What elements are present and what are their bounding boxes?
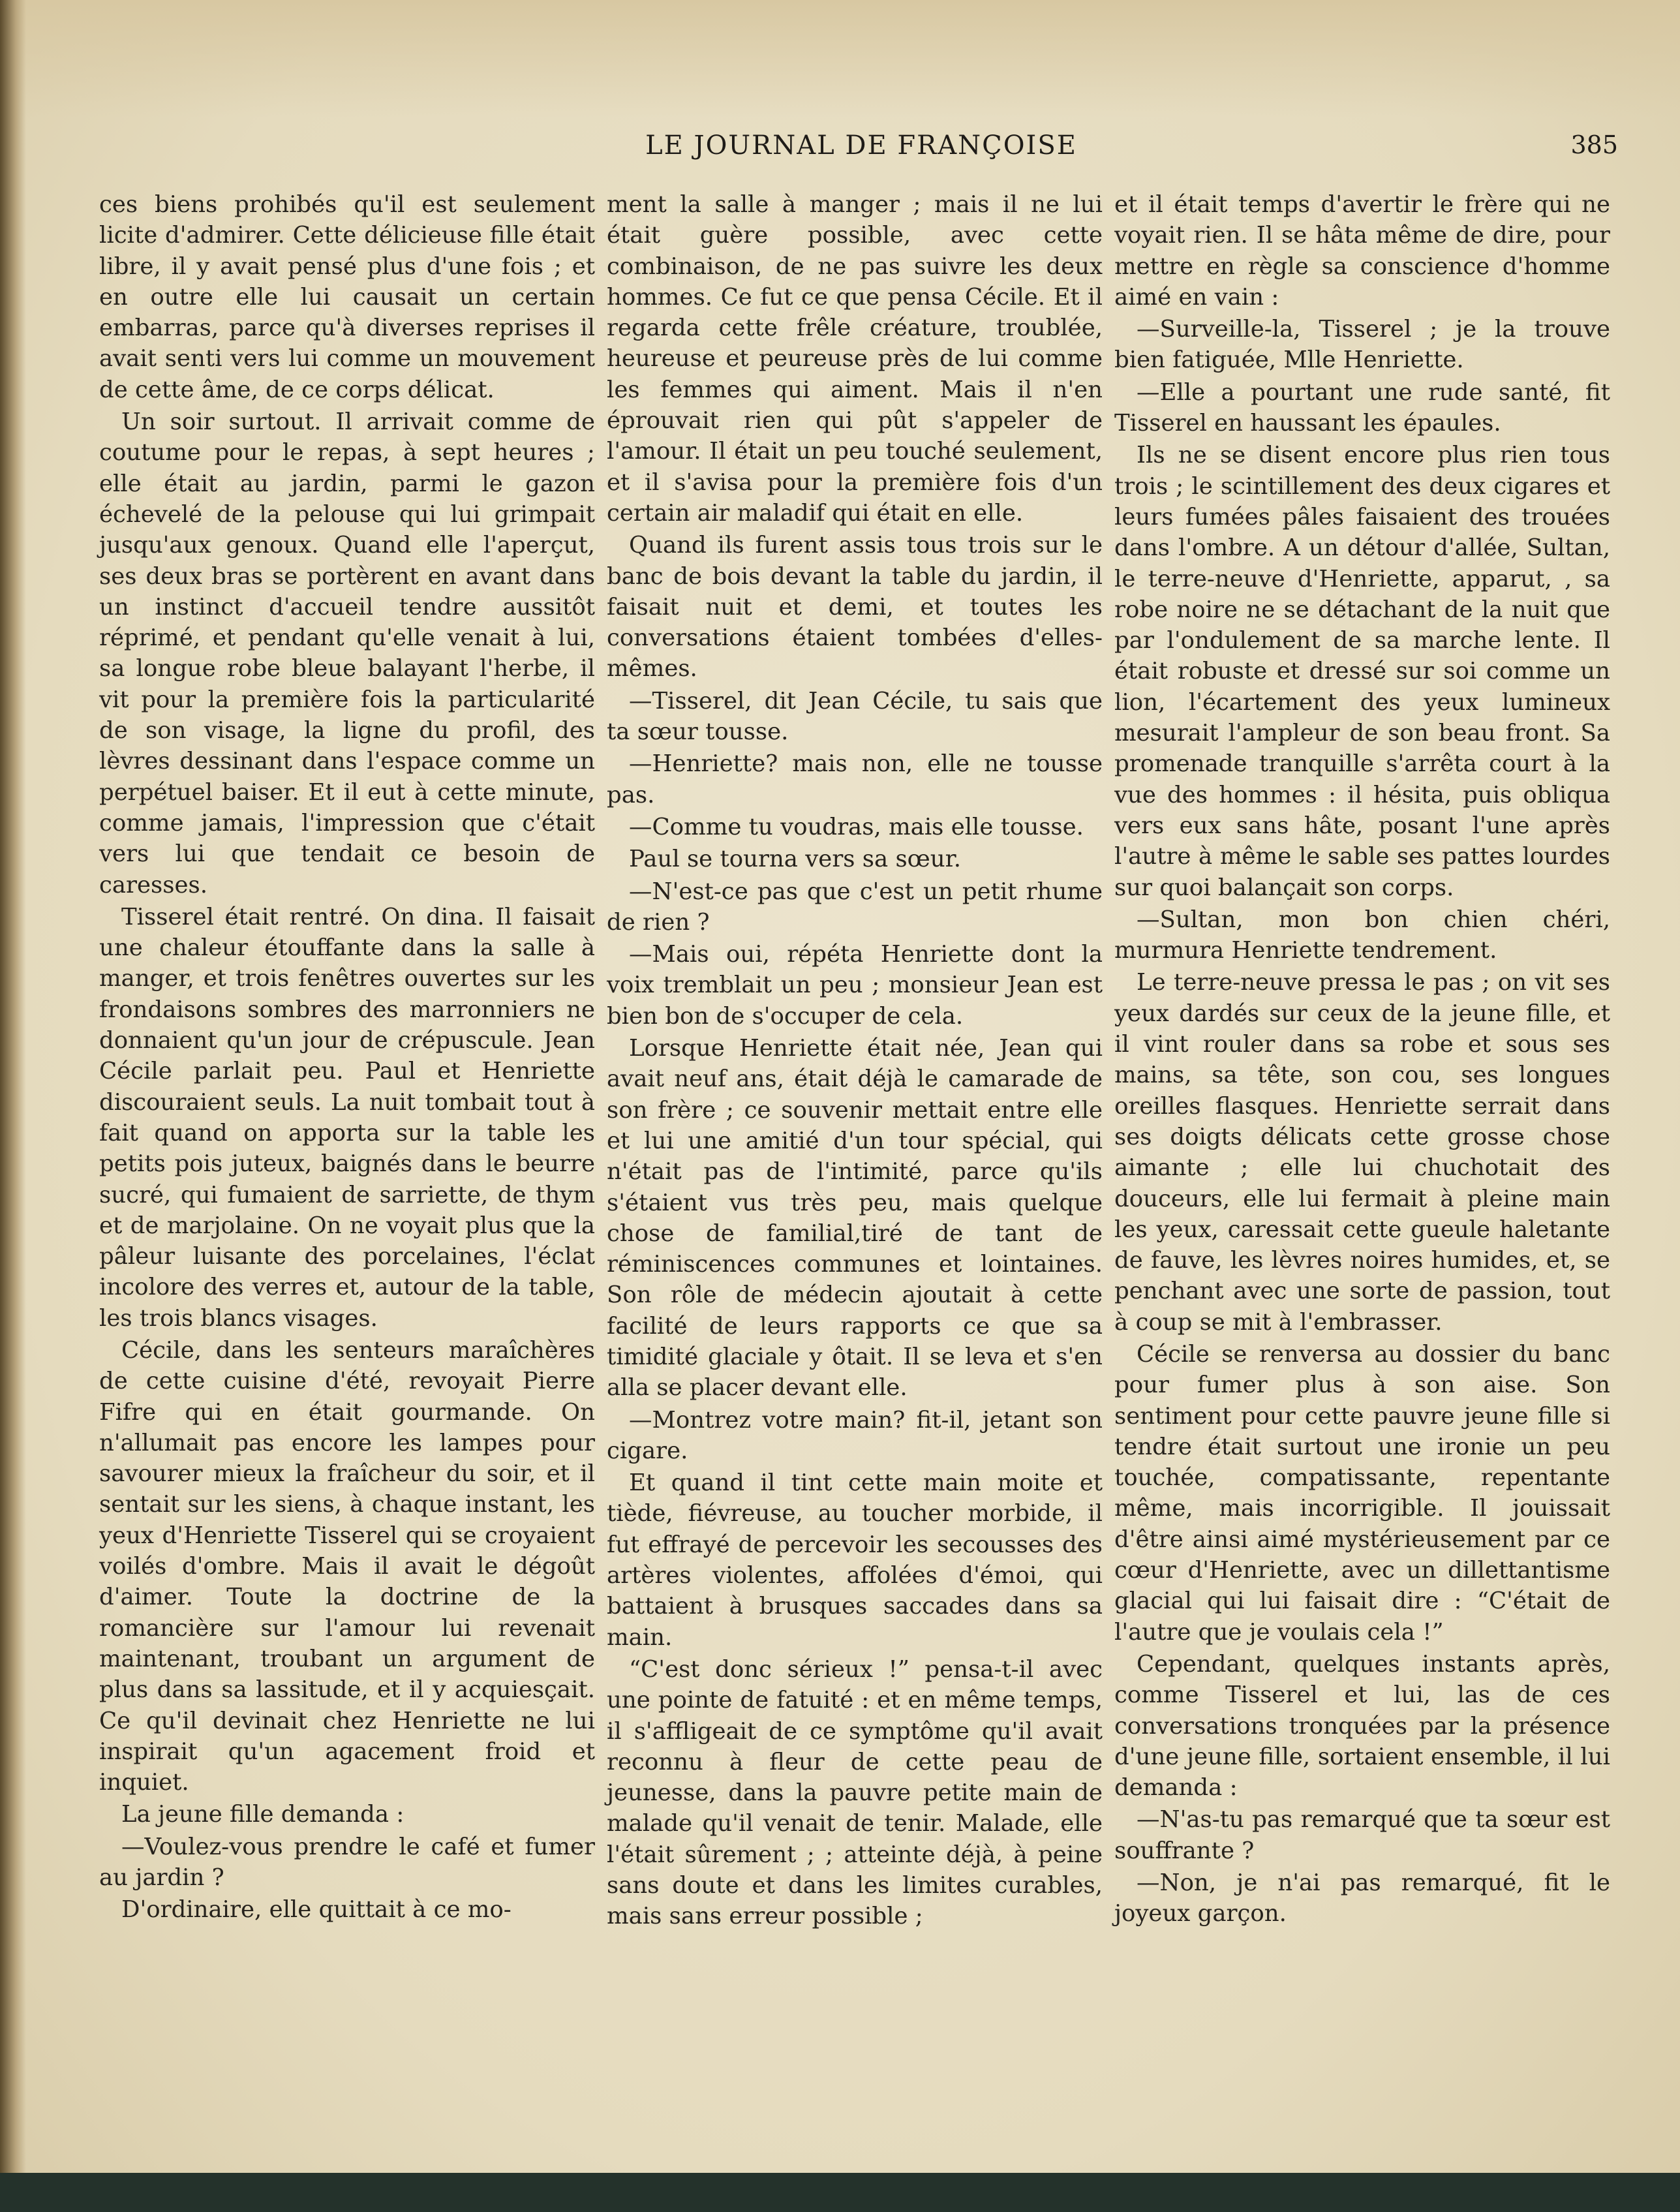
paragraph: Le terre-neuve pressa le pas ; on vit ses yeux dardés sur ceux de la jeune fille, et il vint rouler dans sa robe et sous ses mains, sa tête, son cou, ses longues oreilles flasques. Henriette serrait dans ses doigts délicats cette grosse chose aimante ; elle lui chuchotait des douceurs, elle lui fermait à pleine main les yeux, caressait cette gueule haletante de fauve, les lèvres noires humides, et, se penchant avec une sorte de passion, tout à coup se mit à l'embrasser. [1114, 969, 1610, 1336]
scan-background-bottom [0, 2173, 1680, 2212]
paragraph: —Sultan, mon bon chien chéri, murmura Henriette tendrement. [1114, 906, 1610, 964]
page-number: 385 [1570, 131, 1618, 159]
paragraph: —Comme tu voudras, mais elle tousse. [629, 813, 1084, 840]
paragraph: —Elle a pourtant une rude santé, fit Tisserel en haussant les épaules. [1114, 378, 1610, 437]
text-column-3 [1114, 189, 1610, 1929]
paragraph: —N'est-ce pas que c'est un petit rhume de rien ? [607, 878, 1103, 936]
paragraph: Quand ils furent assis tous trois sur le banc de bois devant la table du jardin, il faisait nuit et demi, et toutes les conversations étaient tombées d'elles-mêmes. [607, 532, 1103, 683]
paragraph: ces biens prohibés qu'il est seulement licite d'admirer. Cette délicieuse fille était libre, il y avait pensé plus d'une fois ; et en outre elle lui causait un certain embarras, parce qu'à diverses reprises il avait senti vers lui comme un mouvement de cette âme, de ce corps délicat. [99, 191, 595, 403]
paragraph: —Mais oui, répéta Henriette dont la voix tremblait un peu ; monsieur Jean est bien bon de s'occuper de cela. [607, 941, 1103, 1030]
paragraph: Lorsque Henriette était née, Jean qui avait neuf ans, était déjà le camarade de son frère ; ce souvenir mettait entre elle et lui une amitié d'un tour spécial, qui n'était pas de l'intimité, parce qu'ils s'étaient vus très peu, mais quelque chose de familial,tiré de tant de réminiscences communes et lointaines. Son rôle de médecin ajoutait à cette facilité de leurs rapports ce que sa timidité glaciale y ôtait. Il se leva et s'en alla se placer devant elle. [607, 1035, 1103, 1402]
page-header [104, 131, 1618, 170]
paragraph: et il était temps d'avertir le frère qui ne voyait rien. Il se hâta même de dire, pour mettre en règle sa conscience d'homme aimé en vain : [1114, 191, 1610, 311]
paper-damage-top [0, 0, 1680, 117]
paragraph: Ils ne se disent encore plus rien tous trois ; le scintillement des deux cigares et leurs fumées pâles faisaient des trouées dans l'ombre. A un détour d'allée, Sultan, le terre-neuve d'Henriette, apparut, , sa robe noire ne se détachant de la nuit que par l'ondulement de sa marche lente. Il était robuste et dressé sur soi comme un lion, l'écartement des yeux lumineux mesurait l'ampleur de son beau front. Sa promenade tranquille s'arrêta court à la vue des hommes : il hésita, puis obliqua vers eux sans hâte, posant l'une après l'autre à même le sable ses pattes lourdes sur quoi balançait son corps. [1114, 442, 1610, 901]
paragraph: Et quand il tint cette main moite et tiède, fiévreuse, au toucher morbide, il fut effrayé de percevoir les secousses des artères violentes, affolées d'émoi, qui battaient à brusques saccades dans sa main. [607, 1469, 1103, 1651]
paragraph: Paul se tourna vers sa sœur. [629, 846, 961, 873]
paragraph: —Tisserel, dit Jean Cécile, tu sais que ta sœur tousse. [607, 687, 1103, 746]
paragraph: Tisserel était rentré. On dina. Il faisait une chaleur étouffante dans la salle à manger, et trois fenêtres ouvertes sur les frondaisons sombres des marronniers ne donnaient qu'un jour de crépuscule. Jean Cécile parlait peu. Paul et Henriette discouraient seuls. La nuit tombait tout à fait quand on apporta sur la table les petits pois juteux, baignés dans le beurre sucré, qui fumaient de sarriette, de thym et de marjolaine. On ne voyait plus que la pâleur luisante des porcelaines, l'éclat incolore des verres et, autour de la table, les trois blancs visages. [99, 903, 595, 1332]
paragraph: Un soir surtout. Il arrivait comme de coutume pour le repas, à sept heures ; elle était au jardin, parmi le gazon échevelé de la pelouse qui lui grimpait jusqu'aux genoux. Quand elle l'aperçut, ses deux bras se portèrent en avant dans un instinct d'accueil tendre aussitôt réprimé, et pendant qu'elle venait à lui, sa longue robe bleue balayant l'herbe, il vit pour la première fois la particularité de son visage, la ligne du profil, des lèvres dessinant dans l'espace comme un perpétuel baiser. Et il eut à cette minute, comme jamais, l'impression que c'était vers lui que tendait ce besoin de caresses. [99, 408, 595, 899]
paragraph: “C'est donc sérieux !” pensa-t-il avec une pointe de fatuité : et en même temps, il s'affligeait de ce symptôme qu'il avait reconnu à fleur de cette peau de jeunesse, dans la pauvre petite main de malade qu'il venait de tenir. Malade, elle l'était sûrement ; ; atteinte déjà, à peine sans doute et dans les limites curables, mais sans erreur possible ; [607, 1655, 1103, 1930]
paragraph: La jeune fille demanda : [121, 1801, 405, 1828]
paragraph: D'ordinaire, elle quittait à ce mo- [121, 1896, 512, 1924]
paragraph: Cependant, quelques instants après, comme Tisserel et lui, las de ces conversations tronquées par la présence d'une jeune fille, sortaient ensemble, il lui demanda : [1114, 1650, 1610, 1802]
paragraph: —N'as-tu pas remarqué que ta sœur est souffrante ? [1114, 1806, 1610, 1864]
paragraph: —Montrez votre main? fit-il, jetant son cigare. [607, 1406, 1103, 1464]
paragraph: Cécile se renversa au dossier du banc pour fumer plus à son aise. Son sentiment pour cette pauvre jeune fille si tendre était surtout une ironie un peu touchée, compatissante, repentante même, mais incorrigible. Il jouissait d'être ainsi aimé mystérieusement par ce cœur d'Henriette, avec un dillettantisme glacial qui lui faisait dire : “C'était de l'autre que je voulais cela !” [1114, 1340, 1610, 1646]
text-column-1 [99, 189, 595, 1926]
paragraph: ment la salle à manger ; mais il ne lui était guère possible, avec cette combinaison, de ne pas suivre les deux hommes. Ce fut ce que pensa Cécile. Et il regarda cette frêle créature, troublée, heureuse et peureuse près de lui comme les femmes qui aiment. Mais il n'en éprouvait rien qui pût s'appeler de l'amour. Il était un peu touché seulement, et il s'avisa pour la première fois d'un certain air maladif qui était en elle. [607, 191, 1103, 527]
text-column-2 [607, 189, 1103, 1932]
paragraph: —Surveille-la, Tisserel ; je la trouve bien fatiguée, Mlle Henriette. [1114, 316, 1610, 374]
running-title: LE JOURNAL DE FRANÇOISE [645, 131, 1077, 161]
paragraph: —Voulez-vous prendre le café et fumer au jardin ? [99, 1833, 595, 1892]
paragraph: —Non, je n'ai pas remarqué, fit le joyeux garçon. [1114, 1869, 1610, 1928]
paragraph: Cécile, dans les senteurs maraîchères de cette cuisine d'été, revoyait Pierre Fifre qui en était gourmande. On n'allumait pas encore les lampes pour savourer mieux la fraîcheur du soir, et il sentait sur les siens, à chaque instant, les yeux d'Henriette Tisserel qui se croyaient voilés d'ombre. Mais il avait le dégoût d'aimer. Toute la doctrine de la romancière sur l'amour lui revenait maintenant, troubant un argument de plus dans sa lassitude, et il y acquiesçait. Ce qu'il devinait chez Henriette ne lui inspirait qu'un agacement froid et inquiet. [99, 1336, 595, 1796]
paragraph: —Henriette? mais non, elle ne tousse pas. [607, 750, 1103, 808]
binding-edge [0, 0, 26, 2212]
